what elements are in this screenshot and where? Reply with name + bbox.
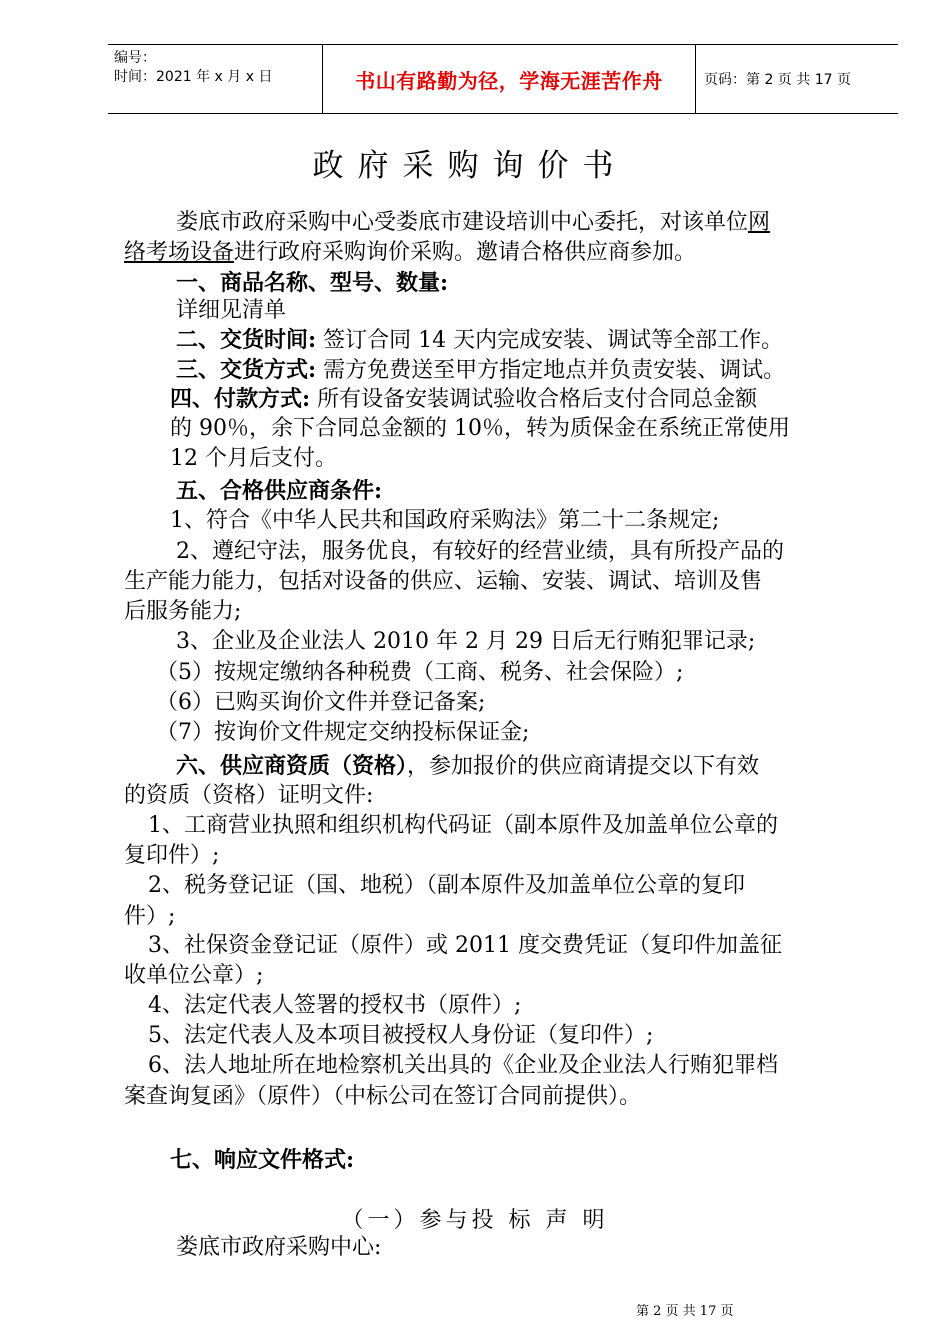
- section-6-item-4: 4、法定代表人签署的授权书（原件）;: [148, 993, 522, 1018]
- document-number: 编号：: [114, 50, 156, 66]
- section-5-item-6: （6）已购买询价文件并登记备案;: [156, 690, 486, 715]
- header-motto: 书山有路勤为径，学海无涯苦作舟: [323, 45, 696, 113]
- project-name-part1: 网: [748, 210, 771, 235]
- section-6-item-2-cont: 件）;: [124, 904, 176, 929]
- document-title: 政府采购询价书: [312, 148, 628, 184]
- section-1-body: 详细见清单: [176, 298, 287, 323]
- section-5-item-3: 3、企业及企业法人 2010 年 2 月 29 日后无行贿犯罪记录;: [176, 629, 756, 654]
- document-time: 时间：2021 年 x 月 x 日: [114, 69, 273, 85]
- section-6-item-3: 3、社保资金登记证（原件）或 2011 度交费凭证（复印件加盖征: [148, 933, 782, 958]
- section-6-item-6-cont: 案查询复函》（原件）（中标公司在签订合同前提供）。: [124, 1084, 642, 1109]
- section-5-item-2-cont: 生产能力能力，包括对设备的供应、运输、安装、调试、培训及售: [124, 569, 763, 594]
- section-6-item-1: 1、工商营业执照和组织机构代码证（副本原件及加盖单位公章的: [148, 813, 778, 838]
- section-6-item-2: 2、税务登记证（国、地税）（副本原件及加盖单位公章的复印: [148, 873, 745, 898]
- section-6-line-2: 的资质（资格）证明文件:: [124, 783, 374, 808]
- declaration-title: （一）参与投 标 声 明: [341, 1208, 609, 1233]
- section-4-line-2: 的 90％，余下合同总金额的 10％，转为质保金在系统正常使用: [170, 416, 790, 441]
- section-6-item-3-cont: 收单位公章）;: [124, 963, 264, 988]
- section-6-item-6: 6、法人地址所在地检察机关出具的《企业及企业法人行贿犯罪档: [148, 1053, 778, 1078]
- section-3: 三、交货方式: 需方免费送至甲方指定地点并负责安装、调试。: [176, 357, 786, 383]
- section-5-item-2: 2、遵纪守法，服务优良，有较好的经营业绩，具有所投产品的: [176, 539, 784, 564]
- addressee: 娄底市政府采购中心:: [176, 1235, 382, 1260]
- section-5-item-1: 1、符合《中华人民共和国政府采购法》第二十二条规定;: [170, 508, 720, 533]
- header-page-number: 页码：第 2 页 共 17 页: [704, 72, 851, 88]
- section-4-line-3: 12 个月后支付。: [170, 446, 337, 471]
- intro-line-1: 娄底市政府采购中心受娄底市建设培训中心委托，对该单位网: [176, 210, 771, 235]
- intro-line-2: 络考场设备进行政府采购询价采购。邀请合格供应商参加。: [124, 240, 697, 265]
- page-header: [108, 44, 898, 114]
- section-5-item-2-end: 后服务能力;: [124, 599, 242, 624]
- page-footer: 第 2 页 共 17 页: [636, 1304, 734, 1319]
- section-6-item-1-cont: 复印件）;: [124, 843, 220, 868]
- project-name-part2: 络考场设备: [124, 240, 235, 265]
- section-6-item-5: 5、法定代表人及本项目被授权人身份证（复印件）;: [148, 1023, 654, 1048]
- header-meta: [108, 45, 323, 113]
- section-2: 二、交货时间: 签订合同 14 天内完成安装、调试等全部工作。: [176, 327, 784, 353]
- section-4: 四、付款方式: 所有设备安装调试验收合格后支付合同总金额: [170, 386, 758, 412]
- section-5-item-7: （7）按询价文件规定交纳投标保证金;: [156, 720, 530, 745]
- section-5-item-5: （5）按规定缴纳各种税费（工商、税务、社会保险）;: [156, 660, 684, 685]
- section-7-heading: 七、响应文件格式:: [170, 1147, 355, 1173]
- section-1-heading: 一、商品名称、型号、数量:: [176, 270, 449, 296]
- section-6: 六、供应商资质（资格），参加报价的供应商请提交以下有效: [176, 753, 760, 779]
- section-5-heading: 五、合格供应商条件:: [176, 478, 383, 504]
